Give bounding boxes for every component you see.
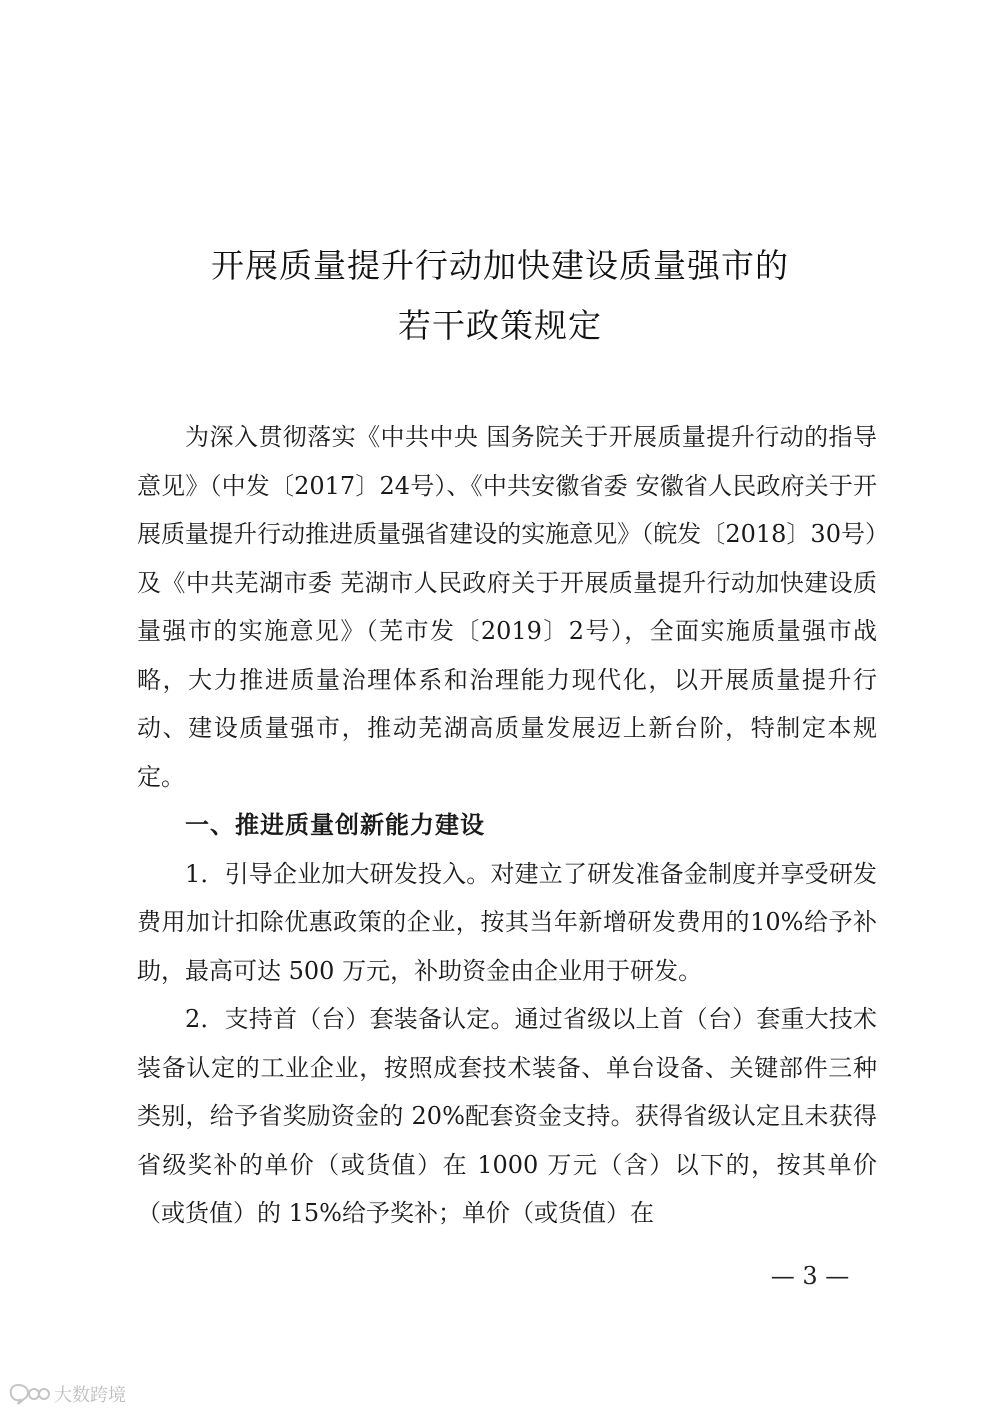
intro-paragraph: 为深入贯彻落实《中共中央 国务院关于开展质量提升行动的指导意见》（中发〔2017〕24号）、《中共安徽省委 安徽省人民政府关于开展质量提升行动推进质量强省建设的实施意见》（皖发〔2018〕30号）及《中共芜湖市委 芜湖市人民政府关于开展质量提升行动加快建设质量强市的实施意见》（芜市发〔2019〕2号），全面实施质量强市战略，大力推进质量治理体系和治理能力现代化，以开展质量提升行动、建设质量强市，推动芜湖高质量发展迈上新台阶，特制定本规定。: [137, 423, 877, 791]
section-heading: 一、推进质量创新能力建设: [185, 811, 485, 839]
clause-paragraph-1: 1．引导企业加大研发投入。对建立了研发准备金制度并享受研发费用加计扣除优惠政策的企业，按其当年新增研发费用的10%给予补助，最高可达 500 万元，补助资金由企业用于研发。: [137, 859, 877, 985]
document-title-line-1: 开展质量提升行动加快建设质量强市的: [211, 246, 789, 285]
chat-bubble-logo-icon: [8, 1382, 50, 1406]
document-body: [137, 413, 877, 1238]
document-title-line-2: 若干政策规定: [398, 306, 602, 345]
page-number: — 3 —: [770, 1262, 850, 1290]
watermark: [8, 1380, 126, 1408]
clause-paragraph-2: 2．支持首（台）套装备认定。通过省级以上首（台）套重大技术装备认定的工业企业，按照成套技术装备、单台设备、关键部件三种类别，给予省奖励资金的 20%配套资金支持。获得省级认定且未获得省级奖补的单价（或货值）在 1000 万元（含）以下的，按其单价（或货值）的 15%给予奖补；单价（或货值）在: [137, 1005, 877, 1227]
watermark-text: 大数跨境: [54, 1385, 126, 1406]
